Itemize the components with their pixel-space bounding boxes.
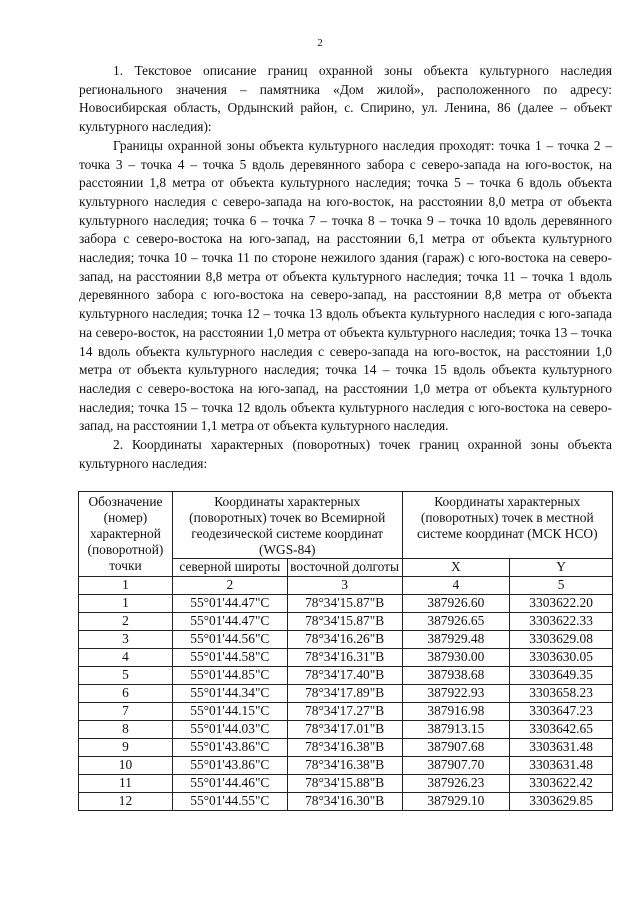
point-number-cell: 6 — [79, 685, 173, 703]
point-number-cell: 5 — [79, 667, 173, 685]
header-wgs84-group: Координаты характерных (поворотных) точек во Всемирной геодезической системе координат (WGS-84) — [172, 492, 402, 559]
x-cell: 387929.48 — [402, 631, 510, 649]
point-number-cell: 9 — [79, 739, 173, 757]
table-row — [79, 793, 613, 811]
paragraph-coordinates-intro: 2. Координаты характерных (поворотных) точек границ охранной зоны объекта культурного наследия: — [79, 437, 612, 471]
x-cell: 387907.68 — [402, 739, 510, 757]
y-cell: 3303647.23 — [510, 703, 613, 721]
column-number: 4 — [402, 577, 510, 595]
column-number: 3 — [287, 577, 402, 595]
y-cell: 3303631.48 — [510, 757, 613, 775]
latitude-cell: 55°01'44.55"С — [172, 793, 287, 811]
longitude-cell: 78°34'15.88"В — [287, 775, 402, 793]
longitude-cell: 78°34'16.38"В — [287, 757, 402, 775]
x-cell: 387930.00 — [402, 649, 510, 667]
table-row — [79, 703, 613, 721]
longitude-cell: 78°34'15.87"В — [287, 613, 402, 631]
header-east-longitude: восточной долготы — [287, 559, 402, 577]
table-row — [79, 631, 613, 649]
longitude-cell: 78°34'17.89"В — [287, 685, 402, 703]
header-north-latitude: северной широты — [172, 559, 287, 577]
column-number: 1 — [79, 577, 173, 595]
latitude-cell: 55°01'44.03"С — [172, 721, 287, 739]
y-cell: 3303629.08 — [510, 631, 613, 649]
table-row — [79, 667, 613, 685]
point-number-cell: 12 — [79, 793, 173, 811]
x-cell: 387929.10 — [402, 793, 510, 811]
y-cell: 3303631.48 — [510, 739, 613, 757]
y-cell: 3303622.33 — [510, 613, 613, 631]
latitude-cell: 55°01'43.86"С — [172, 757, 287, 775]
longitude-cell: 78°34'17.01"В — [287, 721, 402, 739]
latitude-cell: 55°01'44.46"С — [172, 775, 287, 793]
y-cell: 3303629.85 — [510, 793, 613, 811]
point-number-cell: 7 — [79, 703, 173, 721]
point-number-cell: 4 — [79, 649, 173, 667]
latitude-cell: 55°01'43.86"С — [172, 739, 287, 757]
table-row — [79, 649, 613, 667]
x-cell: 387938.68 — [402, 667, 510, 685]
header-msk-group: Координаты характерных (поворотных) точек в местной системе координат (МСК НСО) — [402, 492, 613, 559]
table-row — [79, 613, 613, 631]
longitude-cell: 78°34'16.38"В — [287, 739, 402, 757]
coordinates-table — [78, 491, 613, 811]
latitude-cell: 55°01'44.47"С — [172, 595, 287, 613]
latitude-cell: 55°01'44.15"С — [172, 703, 287, 721]
table-row — [79, 685, 613, 703]
point-number-cell: 3 — [79, 631, 173, 649]
header-x: X — [402, 559, 510, 577]
y-cell: 3303622.20 — [510, 595, 613, 613]
latitude-cell: 55°01'44.34"С — [172, 685, 287, 703]
x-cell: 387926.65 — [402, 613, 510, 631]
point-number-cell: 1 — [79, 595, 173, 613]
latitude-cell: 55°01'44.47"С — [172, 613, 287, 631]
document-body — [79, 62, 612, 473]
table-row — [79, 721, 613, 739]
table-row — [79, 775, 613, 793]
x-cell: 387907.70 — [402, 757, 510, 775]
x-cell: 387922.93 — [402, 685, 510, 703]
y-cell: 3303622.42 — [510, 775, 613, 793]
x-cell: 387913.15 — [402, 721, 510, 739]
point-number-cell: 11 — [79, 775, 173, 793]
longitude-cell: 78°34'17.27"В — [287, 703, 402, 721]
point-number-cell: 2 — [79, 613, 173, 631]
column-number-row — [79, 577, 613, 595]
longitude-cell: 78°34'17.40"В — [287, 667, 402, 685]
point-number-cell: 8 — [79, 721, 173, 739]
latitude-cell: 55°01'44.58"С — [172, 649, 287, 667]
longitude-cell: 78°34'15.87"В — [287, 595, 402, 613]
y-cell: 3303642.65 — [510, 721, 613, 739]
x-cell: 387916.98 — [402, 703, 510, 721]
column-number: 2 — [172, 577, 287, 595]
latitude-cell: 55°01'44.85"С — [172, 667, 287, 685]
y-cell: 3303649.35 — [510, 667, 613, 685]
longitude-cell: 78°34'16.30"В — [287, 793, 402, 811]
table-row — [79, 595, 613, 613]
table-row — [79, 739, 613, 757]
point-number-cell: 10 — [79, 757, 173, 775]
x-cell: 387926.23 — [402, 775, 510, 793]
header-point-designation: Обозначение (номер) характерной (поворотной) точки — [79, 492, 173, 577]
header-y: Y — [510, 559, 613, 577]
y-cell: 3303630.05 — [510, 649, 613, 667]
latitude-cell: 55°01'44.56"С — [172, 631, 287, 649]
column-number: 5 — [510, 577, 613, 595]
y-cell: 3303658.23 — [510, 685, 613, 703]
page-number: 2 — [317, 37, 323, 49]
paragraph-boundary-description: 1. Текстовое описание границ охранной зоны объекта культурного наследия регионального значения – памятника «Дом жилой», расположенного по адресу: Новосибирская область, Ордынский район, с. Спирино, ул. Ленина, 86 (далее – объект культурного наследия): — [79, 63, 612, 135]
x-cell: 387926.60 — [402, 595, 510, 613]
longitude-cell: 78°34'16.26"В — [287, 631, 402, 649]
longitude-cell: 78°34'16.31"В — [287, 649, 402, 667]
table-row — [79, 757, 613, 775]
paragraph-boundary-points: Границы охранной зоны объекта культурного наследия проходят: точка 1 – точка 2 – точка 3 – точка 4 – точка 5 вдоль деревянного забора с северо-запада на юго-восток, на расстоянии 1,8 метра от объекта культурного наследия; точка 5 – точка 6 вдоль объекта культурного наследия с северо-запада на юго-восток, на расстоянии 8,0 метра от объекта культурного наследия; точка 6 – точка 7 – точка 8 – точка 9 – точка 10 вдоль деревянного забора с северо-востока на юго-запад, на расстоянии 6,1 метра от объекта культурного наследия; точка 10 – точка 11 по стороне нежилого здания (гараж) с юго-востока на северо-запад, на расстоянии 8,8 метра от объекта культурного наследия; точка 11 – точка 1 вдоль деревянного забора с юго-востока на северо-запад, на расстоянии 8,8 метра от объекта культурного наследия; точка 12 – точка 13 вдоль объекта культурного наследия с юго-запада на северо-восток, на расстоянии 1,0 метра от объекта культурного наследия; точка 13 – точка 14 вдоль объекта культурного наследия с северо-запада на юго-восток, на расстоянии 1,0 метра от объекта культурного наследия; точка 14 – точка 15 вдоль объекта культурного наследия с северо-востока на юго-запад, на расстоянии 1,0 метра от объекта культурного наследия; точка 15 – точка 12 вдоль объекта культурного наследия с юго-востока на северо-запад, на расстоянии 1,1 метра от объекта культурного наследия. — [79, 137, 612, 434]
